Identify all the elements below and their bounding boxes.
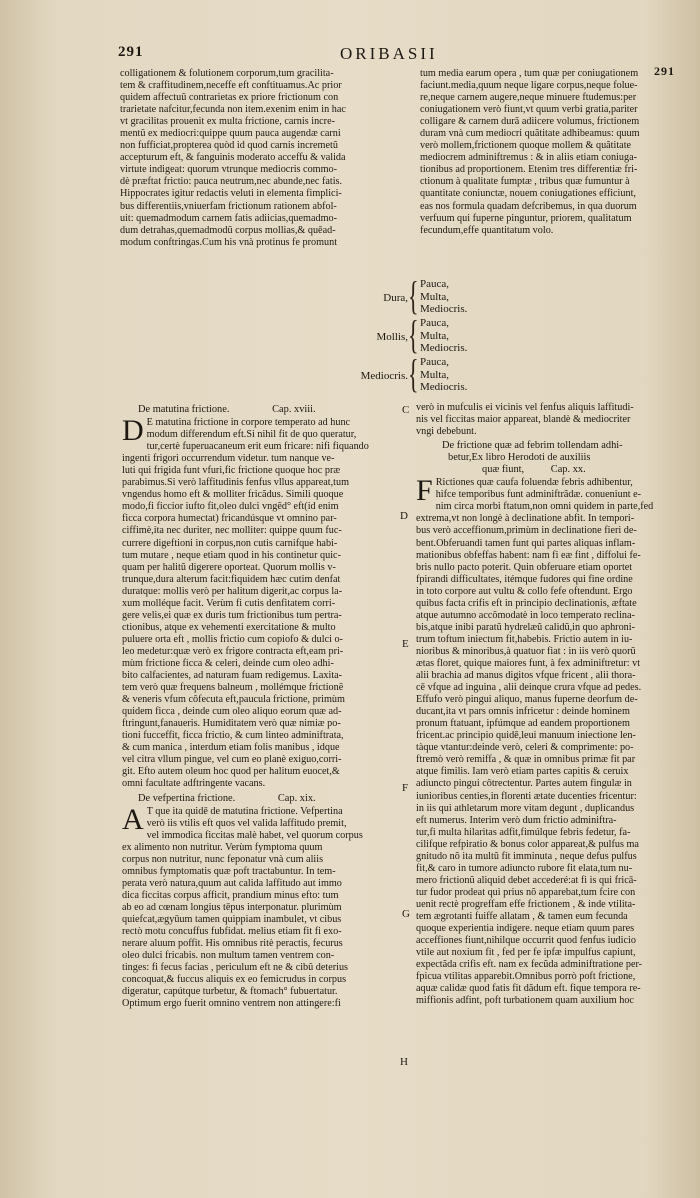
table-row-label: Dura,: [383, 292, 408, 304]
text-line: iunioribus centies,in florenti ætate ducenties fricentur:: [416, 790, 637, 802]
text-line: parabimus.Si verò laffitudinis fenfus vllus appareat,tum: [122, 477, 349, 489]
text-line: tur,fi multa hilaritas adfit,fimúlque febris fedetur, fa-: [416, 826, 631, 838]
text-line: expectãda crifis eft. nam ex fecũda adminiftratione per-: [416, 959, 643, 971]
section-18-dropcap: D: [122, 414, 144, 448]
text-line: mationibus obfeffas habent: nam fi eæ fint , diffolui fe-: [416, 549, 641, 561]
margin-letter-h: H: [400, 1056, 408, 1068]
text-line: bent.Obferuandi tamen funt qui partes aliquas inflam-: [416, 537, 636, 549]
table-row-label: Mollis,: [376, 331, 408, 343]
table-row: [340, 273, 540, 318]
text-line: trum toftum iniectum fit,habebis. Frictio autem in iu-: [416, 633, 633, 645]
section-19-body: [122, 802, 398, 1011]
table-row-label: Mediocris.: [360, 370, 408, 382]
text-line: uenit rectè progreffam effe frictionem , & inde vtilita-: [416, 898, 636, 910]
page-number-left: 291: [118, 44, 144, 60]
text-line: tur fudor prodeat quì prius nõ apparebat,tum fcire con: [416, 886, 636, 898]
text-line: vngendus homo eft & molliter fricãdus. Simili quoque: [122, 489, 344, 501]
text-line: bito calfacientes, ad naturam fuam redigemus. Laxita-: [122, 670, 343, 682]
table-row: [340, 351, 540, 396]
text-line: atque fimilis. Iam verò etiam partes capitis & ceruix: [416, 766, 629, 778]
text-line: leo medetur:quæ verò ex frigore contracta eft,eam pri-: [122, 645, 344, 657]
table-item: Pauca,: [420, 356, 450, 368]
text-line: non fufficiat,propterea quòd id quod carnis incremetũ: [120, 140, 338, 152]
margin-letter-e: E: [402, 638, 409, 650]
text-line: ducant,ita vt pars omnis infricetur : deinde hominem: [416, 706, 630, 718]
text-line: dum detrahas,quemadmodũ corpus mollias,& quēad-: [120, 224, 336, 236]
text-line: rectò motu concuffus fubfidat. melius etiam fit fi exo-: [122, 926, 342, 938]
text-line: coniugationem verò fiunt,vt quum verbi gratia,pariter: [420, 104, 638, 116]
text-line: digeratur, capútque turbetur, & ftomach° fubuertatur.: [122, 986, 338, 998]
text-line: ficca corpora humectat) fricandúsque vt omnino par-: [122, 513, 337, 525]
text-line: fit,& caro in tumore adiuncto rubore fit elata,tum nu-: [416, 862, 633, 874]
text-line: accepturum eft, & fanguinis moderato acceffu & valida: [120, 152, 346, 164]
page-number-right: 291: [654, 64, 675, 78]
text-line: Rictiones quæ caufa foluendæ febris adhibentur,: [435, 477, 633, 489]
text-line: vel citra vllum pingue, vel cum eo planè exiguo,corri-: [122, 754, 342, 766]
text-line: ciffimè,ita nec duriter, nec molliter: quippe quum fuc-: [122, 525, 342, 537]
text-line: mediocrem adminiftremus : & in aliis etiam coniuga-: [420, 152, 637, 164]
text-line: duratque: mollis verò per halitum digerit,ac corpus la-: [122, 585, 343, 597]
section-20-title-1: De frictione quæ ad febrim tollendam adhi-: [442, 440, 623, 452]
text-line: puluere orta eft , mollis frictio cum copiofo & dulci o-: [122, 633, 343, 645]
text-line: eft numerus. Interim verò dum frictio adminiftra-: [416, 814, 617, 826]
text-line: cē vfque ad inguina , alii deinque crura vfque ad pedes.: [416, 682, 642, 694]
text-line: alii brachia ad manus digitos vfque fricent , alii thora-: [416, 670, 636, 682]
text-line: vngi debebunt.: [416, 426, 477, 438]
section-20-dropcap: F: [416, 474, 433, 508]
column-b-text: [420, 68, 682, 237]
text-line: tum mutare , neque etiam quod in his continetur quic-: [122, 549, 341, 561]
section-18-heading: [138, 404, 398, 416]
text-line: atque autumno accõmodatè in loco temperato reclina-: [416, 609, 635, 621]
text-line: oleo dulci fricabis. non multum tamen ventrem con-: [122, 950, 335, 962]
section-18-body: [122, 414, 398, 790]
friction-table: [340, 273, 540, 396]
text-line: modum conftringas.Cum his vnà protinus fe promunt: [120, 236, 338, 248]
text-line: concoquat,& fuccus aliquis ex eo femicrudus in corpus: [122, 974, 347, 986]
text-line: nim circa morbi ftatum,non omni quidem in parte,fed: [435, 501, 654, 513]
margin-letter-g: G: [402, 908, 410, 920]
text-line: verò iis vtilis eft quos vel valida laffitudo premit,: [146, 817, 347, 829]
text-line: bus verò acceffionum,primùm in declinatione fieri de-: [416, 525, 637, 537]
text-line: luti qui frigida funt vfuri,fic frictione quoque hoc præ: [122, 465, 341, 477]
section-18-title: De matutina frictione.: [138, 404, 230, 415]
text-line: ex alimento non nutritur. Verùm fymptoma quum: [122, 841, 323, 853]
table-item: Mediocris.: [420, 303, 468, 315]
margin-letter-c: C: [402, 404, 410, 416]
brace-icon: {: [408, 273, 419, 318]
text-line: T que ita quidē de matutina frictione. Vefpertina: [146, 805, 343, 817]
text-line: nerare aluum poffit. His omnibus ritè peractis, fecurus: [122, 938, 343, 950]
text-line: colligationem & folutionem corporum,tum gracilita-: [120, 68, 334, 79]
text-line: fecundum,effe quantitatum volo.: [420, 224, 554, 236]
text-line: quidem affectuũ contrarietas ex priore frictionum con: [120, 92, 339, 104]
text-line: E matutina frictione in corpore temperato ad hunc: [146, 417, 351, 429]
text-line: duram vnà cum mediocri quãtitate adhibeamus: quum: [420, 128, 640, 140]
text-line: quidem ficca , deinde cum oleo aliquo eorum quæ ad-: [122, 706, 342, 718]
table-item: Multa,: [420, 368, 450, 381]
text-line: adiuncto pingui côtrectentur. Partes autem fingulæ in: [416, 778, 632, 790]
text-line: nioribus & minoribus,à quatuor fiat : in iis verò quorũ: [416, 645, 636, 657]
text-line: verfuum qui fuperne pinguntur, priorem, qualitatum: [420, 212, 632, 224]
text-line: tem verò quæ frequens balneum , mollémque frictionẽ: [122, 682, 344, 694]
text-line: ftremò verò remiffa , & quæ in omnibus primæ fit par: [416, 754, 636, 766]
table-row-items: [420, 278, 467, 316]
text-line: ctionibus, atque ex vehementi exercitatione & multo: [122, 621, 336, 633]
text-line: gnitudo nõ ita multũ fit imminuta , neque defus pulfus: [416, 850, 637, 862]
column-a-text: [120, 68, 410, 249]
text-line: ab eo ad cœnam longius tēpus interponatur. plurimùm: [122, 901, 342, 913]
text-line: in toto corpore aut vultu & collo fefe oftendunt. Ergo: [416, 585, 633, 597]
text-line: bris nullo pacto poterit. Quin obferuare etiam oportet: [416, 561, 633, 573]
table-item: Multa,: [420, 290, 450, 303]
table-row-items: [420, 317, 467, 355]
text-line: modum differendum eft.Si nihil fit de quo queratur,: [146, 429, 357, 441]
text-line: mentũ ex mediocri:quippe quum pauca augendæ carni: [120, 128, 341, 140]
text-line: quibus facta crifis eft in principio declinationis, æftate: [416, 597, 637, 609]
text-line: omnibus fymptomatis quæ poft tractabuntur. In tem-: [122, 865, 336, 877]
text-line: miffionis adfint, poft turbationem quam auxilium hoc: [416, 995, 634, 1007]
text-line: vt gracilitas prouenit ex multa frictione, carnis incre-: [120, 116, 335, 128]
section-20-title-2: betur,Ex libro Herodoti de auxiliis: [448, 452, 591, 464]
text-line: dica ficcitas corpus afficit, prandium minus efto: tum: [122, 889, 339, 901]
text-line: tinges: fi fecus facias , periculum eft ne & cibũ deterius: [122, 962, 349, 974]
text-line: pronum ftatuant, ipfúmque ad eandem proportionem: [416, 718, 630, 730]
text-line: extrema,vt non longè à declinatione abfit. In tempori-: [416, 513, 635, 525]
text-line: cilifque refpiratio & bonus color appareat,& pulfus ma: [416, 838, 639, 850]
section-20-cap: Cap. xx.: [550, 464, 586, 476]
text-line: & cum manica , interdum etiam folis manibus , idque: [122, 742, 340, 754]
table-row: [340, 312, 540, 357]
text-line: xum molléque facit. Verùm fi cutis denfitatem corri-: [122, 597, 336, 609]
section-18-cap: Cap. xviii.: [272, 404, 316, 415]
text-line: gere velis,ei quæ ex duris tum frictionibus tum pertra-: [122, 609, 342, 621]
section-19-dropcap: A: [122, 802, 144, 836]
text-line: ætas floret, quique maiores funt, à fex adminiftretur: vt: [416, 657, 641, 669]
column-d-text: [416, 402, 682, 1007]
text-line: vtile aut noxium fit , fed per fe ipfæ impulfus capiunt,: [416, 947, 636, 959]
text-line: ftringunt,fanaueris. Humiditatem verò quæ nimiæ po-: [122, 718, 341, 730]
section-20-body: [416, 474, 682, 1007]
section-20-heading: [442, 440, 682, 476]
table-item: Pauca,: [420, 317, 450, 329]
section-19-heading: [138, 793, 398, 805]
text-line: nis vel ficcitas maior appareat, blandè & mediocriter: [416, 414, 631, 426]
text-line: fpirandi difficultates, itémque fudores qui fine ordine: [416, 573, 633, 585]
text-line: Optimum ergo fuerit omnino ventrem non attingere:fi: [122, 998, 341, 1010]
text-line: currere digeftioni in corpus,non cutis carnifque habi-: [122, 537, 338, 549]
margin-letter-f: F: [402, 782, 409, 794]
text-line: tur,certè fuperuacaneum erit eum fricare: nifi fiquando: [146, 441, 369, 453]
text-line: vel immodica ficcitas malè habet, vel quorum corpus: [146, 829, 363, 841]
text-line: faciunt.media,quum neque ligare corpus,neque folue-: [420, 80, 638, 92]
table-item: Pauca,: [420, 278, 450, 290]
text-line: quoque experientia indigere. neque etiam quum pares: [416, 923, 635, 935]
column-c-text: [122, 402, 398, 1010]
text-line: quam per halitũ digerere oporteat. Quorum mollis v-: [122, 561, 336, 573]
text-line: quiefcat,ægyūum tamen quippiam inambulet, vt cibus: [122, 913, 342, 925]
text-line: trarietate nafcitur,fecunda non item.exenim enim in hac: [120, 104, 346, 116]
text-line: perata verò natura,quum aut calida laffitudo aut immo: [122, 877, 342, 889]
text-line: tum media earum opera , tum quæ per coniugationem: [420, 68, 639, 79]
text-line: bis,atque inibi paratũ hydrelæũ calidũ,in quo aphroni-: [416, 621, 635, 633]
text-line: verò in mufculis ei vicinis vel fenfus aliquis laffitudi-: [416, 402, 634, 413]
text-line: tem & craffitudinem,neceffe eft conftituamus.Ac prior: [120, 80, 342, 92]
table-item: Multa,: [420, 329, 450, 342]
margin-letter-d: D: [400, 510, 408, 522]
table-item: Mediocris.: [420, 381, 468, 393]
text-line: uit: quemadmodum carnem fatis adiicias,quemadmo-: [120, 212, 337, 224]
text-line: fricent.ac principio quidē,leui manuum iniectione len-: [416, 730, 636, 742]
text-line: in iis qui athletarum more vitam degunt , duplicandus: [416, 802, 635, 814]
text-line: acceffiones fiunt,nihilque occurrit quod fenfus iudicio: [416, 935, 636, 947]
section-19-title: De vefpertina frictione.: [138, 792, 236, 804]
section-20-title-3: quæ fiunt,: [482, 464, 525, 476]
running-head: ORIBASII: [340, 44, 438, 63]
text-line: mero frictionũ aliquid debet accederé:at fi is qui fricā-: [416, 874, 637, 886]
text-line: tioni fucceffit, ficca frictio, & cum linteo adminiftrata,: [122, 730, 344, 742]
table-row-items: [420, 356, 467, 394]
text-line: eas nos formula quadam defcribemus, in qua duorum: [420, 200, 637, 212]
text-line: omni facultate adftringente vacans.: [122, 778, 266, 790]
brace-icon: {: [408, 312, 419, 357]
table-item: Mediocris.: [420, 342, 468, 354]
text-line: virtute indigeat: quorum vtrunque mediocris commo-: [120, 164, 338, 176]
text-line: tionibus ad proportionem. Etenim tres differentiæ fri-: [420, 164, 638, 176]
text-line: dè præftat frictio: pauca neutrum,nec abunde,nec fatis.: [120, 176, 343, 188]
text-line: verò mollem,frictionem quoque mollem & quãtitate: [420, 140, 632, 152]
text-line: Effufo verò pingui aliquo, manus fuperne deorfum de-: [416, 694, 638, 706]
text-line: git. Efto autem oleum hoc quod per halitum euocet,&: [122, 766, 340, 778]
section-19-cap: Cap. xix.: [277, 792, 316, 804]
text-line: trunque,dura alterum facit:fiquidem hæc cutim denfat: [122, 573, 341, 585]
text-line: corpus non nutritur, nunc feponatur vnà cum aliis: [122, 853, 324, 865]
text-line: ctionum à qualitate fumptæ , tribus quæ fumuntur à: [420, 176, 630, 188]
text-line: Hippocrates igitur redactis veluti in elementa fimplici-: [120, 188, 342, 200]
text-line: tem ægrotanti fuiffe allatam , & tamen eum fecunda: [416, 910, 628, 922]
text-line: colligare & carnem durã adiicere volumus, frictionem: [420, 116, 640, 128]
text-line: mùm frictione ficca & celeri, deinde cum oleo adhi-: [122, 657, 334, 669]
text-line: modo,fi ficcior iufto fit,oleo dulci vngẽd° eft(id enim: [122, 501, 339, 513]
text-line: re,neque carnem augere,neque minuere ftudemus:per: [420, 92, 637, 104]
text-line: fpicua vtilitas apparebit.Omnibus porrò poft frictione,: [416, 971, 636, 983]
text-line: aquæ calidæ quod fatis fit dãdum eft. fique tempora re-: [416, 983, 641, 995]
text-line: bus differentiis,vniuerfam frictionum rationem abfol-: [120, 200, 337, 212]
text-line: quantitate coniunctæ, nouem coniugationes efficiunt,: [420, 188, 636, 200]
text-line: hifce temporibus funt adminiftrãdæ. conueniunt e-: [435, 489, 642, 501]
text-line: & veneris vfum côfecuta eft,paucula frictione, primùm: [122, 694, 345, 706]
text-line: ingenti frigori occurrendum videtur. tum nanque ve-: [122, 453, 335, 465]
text-line: tàque vtantur:deinde verò, celeri & comprimente: po-: [416, 742, 634, 754]
brace-icon: {: [408, 351, 419, 396]
